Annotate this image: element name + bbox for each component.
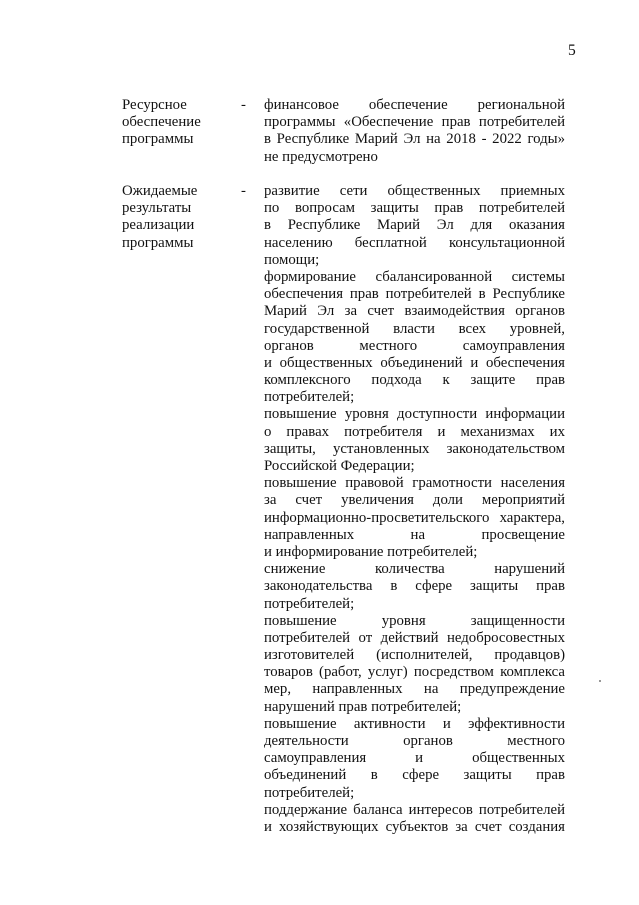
text-line: направленных на просвещение	[264, 526, 565, 543]
text-line: мер, направленных на предупреждение	[264, 681, 565, 698]
text-line: повышение активности и эффективности	[264, 715, 565, 732]
section-text	[264, 183, 565, 836]
text-line: самоуправления и общественных	[264, 750, 565, 767]
text-line: и хозяйствующих субъектов за счет создания	[264, 818, 565, 835]
text-line: информационно-просветительского характера,	[264, 509, 565, 526]
text-line: органов местного самоуправления	[264, 337, 565, 354]
text-line: защиты, установленных законодательством	[264, 440, 565, 457]
text-line: о правах потребителя и механизмах их	[264, 423, 565, 440]
text-line: товаров (работ, услуг) посредством комплекса	[264, 664, 565, 681]
label-line: Ожидаемые	[122, 183, 198, 199]
text-line: повышение уровня доступности информации	[264, 406, 565, 423]
text-line: поддержание баланса интересов потребителей	[264, 801, 565, 818]
text-line: не предусмотрено	[264, 148, 378, 165]
text-line: потребителей от действий недобросовестных	[264, 629, 565, 646]
text-line: потребителей;	[264, 595, 355, 612]
text-line: потребителей;	[264, 389, 355, 406]
text-line: Российской Федерации;	[264, 458, 415, 474]
label-line: программы	[122, 131, 194, 148]
text-line: по вопросам защиты прав потребителей	[264, 200, 565, 217]
section-label	[122, 97, 222, 149]
text-line: населению бесплатной консультационной	[264, 234, 565, 251]
label-line: результаты	[122, 200, 192, 217]
text-line: за счет увеличения доли мероприятий	[264, 492, 565, 509]
text-line: в Республике Марий Эл на 2018 - 2022 годы»	[264, 131, 565, 148]
label-line: Ресурсное	[122, 97, 187, 113]
text-line: повышение правовой грамотности населения	[264, 475, 565, 492]
scan-speck	[599, 680, 601, 682]
text-line: потребителей;	[264, 784, 355, 801]
text-line: в Республике Марий Эл для оказания	[264, 217, 565, 234]
section-text	[264, 97, 565, 166]
text-line: формирование сбалансированной системы	[264, 268, 565, 285]
text-line: нарушений прав потребителей;	[264, 698, 462, 715]
text-line: помощи;	[264, 251, 320, 268]
text-line: развитие сети общественных приемных	[264, 183, 565, 199]
text-line: деятельности органов местного	[264, 733, 565, 749]
text-line: комплексного подхода к защите прав	[264, 372, 565, 389]
text-line: объединений в сфере защиты прав	[264, 767, 565, 784]
text-line: Марий Эл за счет взаимодействия органов	[264, 303, 565, 320]
text-line: и информирование потребителей;	[264, 543, 478, 560]
section-dash: -	[241, 183, 246, 199]
text-line: законодательства в сфере защиты прав	[264, 578, 565, 595]
text-line: и общественных объединений и обеспечения	[264, 354, 565, 371]
section-label	[122, 183, 222, 252]
text-line: изготовителей (исполнителей, продавцов)	[264, 647, 565, 664]
label-line: реализации	[122, 217, 195, 234]
text-line: программы «Обеспечение прав потребителей	[264, 114, 565, 131]
text-line: финансовое обеспечение региональной	[264, 97, 565, 113]
label-line: обеспечение	[122, 114, 201, 131]
text-line: обеспечения прав потребителей в Республике	[264, 286, 565, 303]
text-line: повышение уровня защищенности	[264, 612, 565, 629]
label-line: программы	[122, 234, 194, 251]
section-dash: -	[241, 97, 246, 113]
text-line: снижение количества нарушений	[264, 561, 565, 578]
text-line: государственной власти всех уровней,	[264, 320, 565, 337]
page-number: 5	[568, 42, 576, 59]
